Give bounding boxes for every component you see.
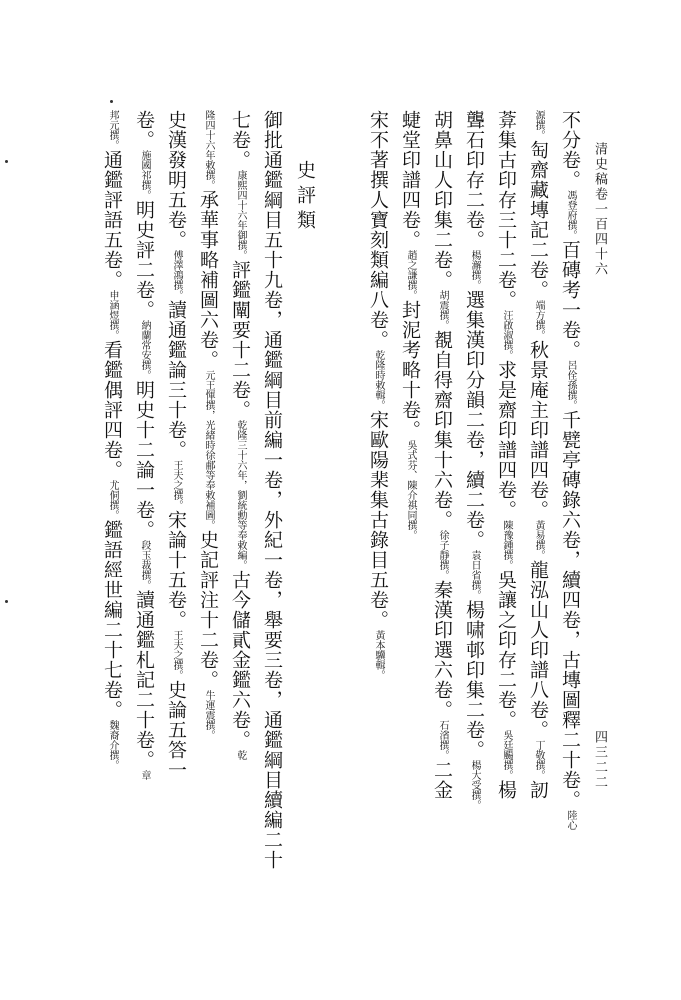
text-column-13: 邦元撰。通鑑評語五卷。申涵煜撰。看鑑偶評四卷。尤侗撰。鑑語經世編二十七卷。魏裔介撰。	[101, 110, 123, 770]
book-title-header: 清史稿卷一百四十六	[592, 142, 607, 277]
text-column-7: 宋不著撰人寶刻類編八卷。乾隆時敕輯。宋歐陽棐集古錄目五卷。黃本驥輯。	[367, 110, 389, 680]
author-note: 呂佺孫撰。	[565, 360, 576, 410]
author-note: 乾	[235, 750, 246, 760]
author-note: 源撰。	[533, 110, 544, 140]
author-note: 隆四十六年敕撰。	[203, 110, 214, 190]
author-note: 乾隆三十六年，劉統勳等奉敕編。	[235, 420, 246, 570]
text-column-2: 源撰。匋齋藏塼記二卷。端方撰。秋景庵主印譜四卷。黃易撰。龍泓山人印譜八卷。丁敬撰。訒	[527, 110, 549, 800]
author-note: 胡震撰。	[437, 290, 448, 330]
author-note: 乾隆時敕輯。	[373, 350, 384, 410]
author-note: 尤侗撰。	[107, 480, 118, 520]
text-column-12: 卷。施國祁撰。明史評二卷。納蘭常安撰。明史十二論一卷。段玉裁撰。讀通鑑札記二十卷。章	[133, 110, 155, 780]
author-note: 邦元撰。	[107, 110, 118, 150]
text-column-8: 御批通鑑綱目五十九卷，通鑑綱目前編一卷，外紀一卷，舉要三卷，通鑑綱目續編二十	[261, 110, 283, 870]
section-heading: 史評類	[294, 160, 316, 235]
author-note: 段玉裁撰。	[139, 540, 150, 590]
author-note: 端方撰。	[533, 300, 544, 340]
text-column-6: 蜨堂印譜四卷。趙之謙撰。封泥考略十卷。吳式芬、陳介祺同撰。	[399, 110, 421, 540]
author-note: 黃本驥輯。	[373, 630, 384, 680]
text-column-4: 聾石印存二卷。楊澥撰。選集漢印分韻二卷，續二卷。袁日省撰。楊啸邨印集二卷。楊大受撰。	[463, 110, 485, 810]
author-note: 楊澥撰。	[469, 250, 480, 290]
author-note: 陸心	[565, 810, 576, 830]
scan-speck	[5, 160, 8, 163]
scan-speck	[5, 600, 8, 603]
author-note: 魏裔介撰。	[107, 720, 118, 770]
text-column-11: 史漢發明五卷。傅澤鴻撰。讀通鑑論三十卷。王夫之撰。宋論十五卷。王夫之撰。史論五答一	[165, 110, 187, 780]
author-note: 施國祁撰。	[139, 150, 150, 200]
author-note: 康熙四十六年御撰。	[235, 170, 246, 260]
author-note: 章	[139, 770, 150, 780]
author-note: 元王惲撰，光緒時徐郙等奉敕補圖。	[203, 370, 214, 530]
text-column-9: 七卷。康熙四十六年御撰。評鑑闡要十二卷。乾隆三十六年，劉統勳等奉敕編。古今儲貳金鑑六卷。乾	[229, 110, 251, 760]
author-note: 馮登府撰。	[565, 190, 576, 240]
scan-speck	[110, 100, 113, 103]
author-note: 趙之謙撰。	[405, 250, 416, 300]
author-note: 汪啟淑撰。	[501, 310, 512, 360]
author-note: 石渻撰。	[437, 720, 448, 760]
text-column-3: 葊集古印存三十二卷。汪啟淑撰。求是齋印譜四卷。陳豫鍾撰。吳讓之印存二卷。吳廷颺撰。楊	[495, 110, 517, 800]
author-note: 王夫之撰。	[171, 460, 182, 510]
text-column-5: 胡鼻山人印集二卷。胡震撰。覩自得齋印集十六卷。徐子靜撰。秦漢印選六卷。石渻撰。二金	[431, 110, 453, 800]
author-note: 王夫之撰。	[171, 630, 182, 680]
author-note: 袁日省撰。	[469, 550, 480, 600]
text-column-1: 不分卷。馮登府撰。百磚考一卷。呂佺孫撰。千甓亭磚錄六卷，續四卷，古塼圖釋二十卷。陸心	[559, 110, 581, 830]
author-note: 申涵煜撰。	[107, 290, 118, 340]
text-column-10: 隆四十六年敕撰。承華事略補圖六卷。元王惲撰，光緒時徐郙等奉敕補圖。史記評注十二卷。牛運震撰。	[197, 110, 219, 740]
author-note: 徐子靜撰。	[437, 530, 448, 580]
author-note: 黃易撰。	[533, 520, 544, 560]
author-note: 吳廷颺撰。	[501, 730, 512, 780]
page-number: 四三二二	[592, 730, 607, 790]
author-note: 楊大受撰。	[469, 760, 480, 810]
author-note: 吳式芬、陳介祺同撰。	[405, 440, 416, 540]
author-note: 丁敬撰。	[533, 740, 544, 780]
author-note: 陳豫鍾撰。	[501, 520, 512, 570]
author-note: 納蘭常安撰。	[139, 320, 150, 380]
author-note: 牛運震撰。	[203, 690, 214, 740]
author-note: 傅澤鴻撰。	[171, 250, 182, 300]
